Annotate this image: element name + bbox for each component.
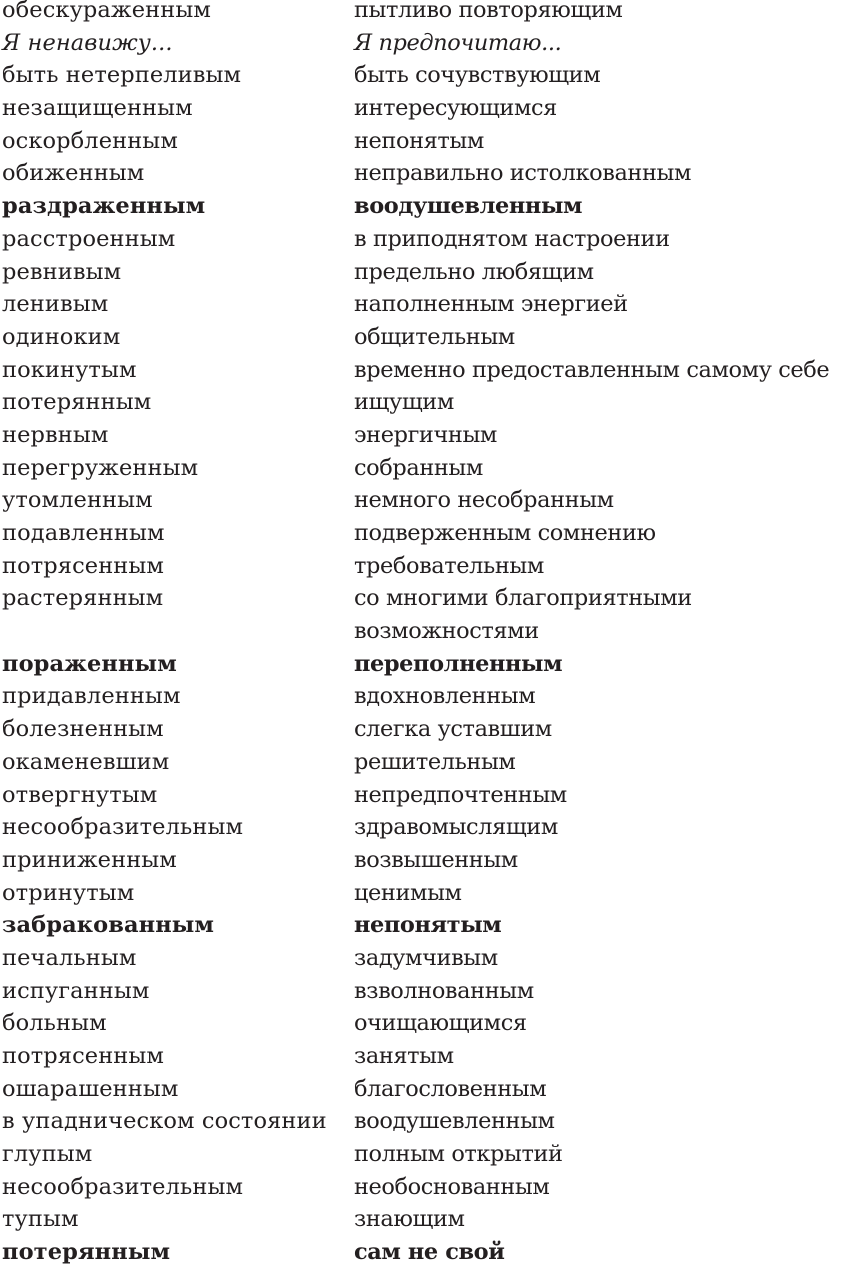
left-column-line: потерянным	[2, 389, 152, 416]
left-column-line: глупым	[2, 1141, 93, 1168]
right-column-line: Я предпочитаю...	[354, 29, 562, 56]
right-column-line: здравомыслящим	[354, 814, 558, 841]
left-column-line: в упадническом состоянии	[2, 1108, 327, 1135]
left-column-line: расстроенным	[2, 225, 176, 252]
left-column-line: потрясенным	[2, 552, 165, 579]
left-column-line: утомленным	[2, 487, 153, 514]
right-column-line: необоснованным	[354, 1173, 550, 1200]
right-column-line: возвышенным	[354, 846, 518, 873]
left-column-line: забракованным	[2, 912, 215, 939]
left-column-line: печальным	[2, 944, 137, 971]
right-column-line: воодушевленным	[354, 1108, 555, 1135]
left-column-line: отвергнутым	[2, 781, 158, 808]
left-column-line: нервным	[2, 421, 109, 448]
left-column-line: подавленным	[2, 520, 165, 546]
right-column-line: очищающимся	[354, 1010, 527, 1037]
right-column-line: знающим	[354, 1206, 465, 1233]
right-column-line: непонятым	[354, 127, 484, 154]
left-column-line: потрясенным	[2, 1043, 165, 1069]
left-column-line: быть нетерпеливым	[2, 62, 242, 89]
right-column-line: неправильно истолкованным	[354, 160, 692, 187]
right-column-line: воодушевленным	[354, 193, 583, 220]
right-column-line: требовательным	[354, 552, 544, 579]
left-column-line: потерянным	[2, 1239, 171, 1266]
right-column-line: возможностями	[354, 618, 539, 645]
right-column-line: предельно любящим	[354, 258, 594, 285]
left-column-line: отринутым	[2, 879, 135, 906]
left-column-line: испуганным	[2, 977, 150, 1004]
right-column-line: ищущим	[354, 389, 454, 416]
left-column-line: перегруженным	[2, 454, 199, 481]
right-column-line: ценимым	[354, 879, 462, 906]
right-column-line: общительным	[354, 323, 515, 350]
left-column-line: окаменевшим	[2, 748, 170, 775]
right-column-line: сам не свой	[354, 1239, 505, 1266]
right-column-line: энергичным	[354, 421, 497, 448]
right-column-line: подверженным сомнению	[354, 520, 656, 546]
right-column-line: немного несобранным	[354, 487, 614, 514]
left-column-line: несообразительным	[2, 1173, 244, 1200]
left-column-line: тупым	[2, 1206, 79, 1233]
right-column-line: в приподнятом настроении	[354, 225, 670, 252]
right-column-line: быть сочувствующим	[354, 62, 601, 89]
left-column-line: обиженным	[2, 160, 145, 187]
left-column-line: растерянным	[2, 585, 164, 612]
right-column-line: собранным	[354, 454, 483, 481]
left-column-line: пораженным	[2, 650, 177, 677]
right-column-line: пытливо повторяющим	[354, 0, 623, 23]
right-column-line: непредпочтенным	[354, 781, 567, 808]
left-column-line: ревнивым	[2, 258, 122, 285]
right-column-line: благословенным	[354, 1075, 547, 1102]
left-column-line: одиноким	[2, 323, 121, 350]
right-column-line: наполненным энергией	[354, 291, 628, 318]
left-column-line: больным	[2, 1010, 107, 1037]
right-column	[354, 0, 845, 1269]
right-column-line: слегка уставшим	[354, 716, 552, 743]
left-column-line: приниженным	[2, 846, 177, 873]
left-column-line: раздраженным	[2, 193, 206, 220]
right-column-line: временно предоставленным самому себе	[354, 356, 830, 383]
right-column-line: непонятым	[354, 912, 502, 939]
left-column-blank-line	[2, 615, 342, 648]
left-column-line: ленивым	[2, 291, 109, 318]
right-column-line: со многими благоприятными	[354, 585, 692, 612]
right-column-line: вдохновленным	[354, 683, 536, 710]
left-column-line: придавленным	[2, 683, 181, 710]
left-column-line: Я ненавижу...	[2, 29, 173, 56]
right-column-line: взволнованным	[354, 977, 534, 1004]
left-column-line: болезненным	[2, 716, 164, 743]
left-column	[2, 0, 342, 1269]
right-column-line: интересующимся	[354, 95, 557, 122]
left-column-line: оскорбленным	[2, 127, 178, 154]
left-column-line: несообразительным	[2, 814, 244, 841]
right-column-line: занятым	[354, 1043, 454, 1069]
right-column-line: задумчивым	[354, 944, 498, 971]
left-column-line: покинутым	[2, 356, 137, 383]
right-column-line: переполненным	[354, 650, 563, 677]
right-column-line: решительным	[354, 748, 516, 775]
left-column-line: незащищенным	[2, 95, 193, 122]
left-column-line: обескураженным	[2, 0, 211, 23]
left-column-line: ошарашенным	[2, 1075, 179, 1102]
right-column-line: полным открытий	[354, 1141, 563, 1168]
